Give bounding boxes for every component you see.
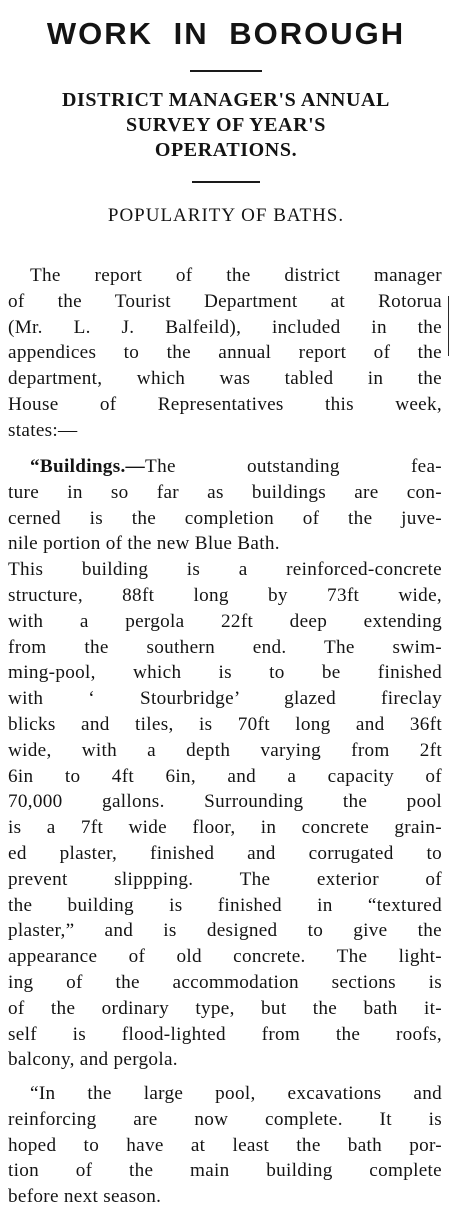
- text-line: wide, with a depth varying from 2ft: [8, 739, 442, 761]
- text-line: ed plaster, finished and corrugated to: [8, 842, 442, 864]
- headline-divider: [190, 70, 262, 72]
- text-line: appendices to the annual report of the: [8, 342, 442, 364]
- subheading-line: OPERATIONS.: [154, 139, 298, 161]
- text-line: hoped to have at least the bath por-: [8, 1134, 442, 1156]
- text-line: prevent slippping. The exterior of: [8, 868, 442, 890]
- text-line: of the ordinary type, but the bath it-: [8, 997, 442, 1019]
- headline: WORK IN BOROUGH: [46, 16, 406, 51]
- text-line: This building is a reinforced-concrete: [8, 559, 442, 581]
- text-line: 70,000 gallons. Surrounding the pool: [8, 791, 442, 813]
- subheading: [0, 88, 452, 163]
- text-line: blicks and tiles, is 70ft long and 36ft: [8, 713, 442, 735]
- text-line: self is flood-lighted from the roofs,: [8, 1023, 442, 1045]
- text-line: plaster,” and is designed to give the: [8, 920, 442, 942]
- text-line: reinforcing are now complete. It is: [8, 1108, 442, 1130]
- subheading-line: DISTRICT MANAGER'S ANNUAL: [61, 89, 391, 111]
- text-line: 6in to 4ft 6in, and a capacity of: [8, 765, 442, 787]
- section-subheading: POPULARITY OF BATHS.: [107, 205, 345, 226]
- text-line: department, which was tabled in the: [8, 368, 442, 390]
- paragraph-buildings: [8, 454, 442, 1073]
- section-lead: “Buildings.—: [30, 456, 146, 477]
- text-line: is a 7ft wide floor, in concrete grain-: [8, 817, 442, 839]
- text-line: balcony, and pergola.: [8, 1049, 178, 1071]
- text-line: with a pergola 22ft deep extending: [8, 610, 442, 632]
- column-rule: [448, 296, 449, 356]
- paragraph-large-pool: [8, 1081, 442, 1210]
- text-line: tion of the main building complete: [8, 1160, 442, 1182]
- text-line: House of Representatives this week,: [8, 393, 442, 415]
- subheading-line: SURVEY OF YEAR'S: [125, 114, 327, 136]
- text-line: states:—: [8, 419, 78, 441]
- text-line: before next season.: [8, 1186, 162, 1208]
- text-line: “In the large pool, excavations and: [30, 1083, 442, 1104]
- text-line: ture in so far as buildings are con-: [8, 481, 442, 503]
- text-line: of the Tourist Department at Rotorua: [8, 290, 442, 312]
- text-line: from the southern end. The swim-: [8, 636, 442, 658]
- text-line: with ‘ Stourbridge’ glazed fireclay: [8, 688, 442, 710]
- subheading-divider: [192, 181, 260, 183]
- text-line: (Mr. L. J. Balfeild), included in the: [8, 316, 442, 338]
- text-line: The report of the district manager: [30, 265, 442, 286]
- text-line: [8, 454, 442, 480]
- text-line: nile portion of the new Blue Bath.: [8, 533, 280, 555]
- text-line: ing of the accommodation sections is: [8, 971, 442, 993]
- lead-continuation: The outstanding fea-: [145, 456, 442, 477]
- text-line: appearance of old concrete. The light-: [8, 946, 442, 968]
- text-line: the building is finished in “textured: [8, 894, 442, 916]
- text-line: structure, 88ft long by 73ft wide,: [8, 584, 442, 606]
- paragraph-intro: [8, 263, 442, 444]
- text-line: ming-pool, which is to be finished: [8, 662, 442, 684]
- text-line: cerned is the completion of the juve-: [8, 507, 442, 529]
